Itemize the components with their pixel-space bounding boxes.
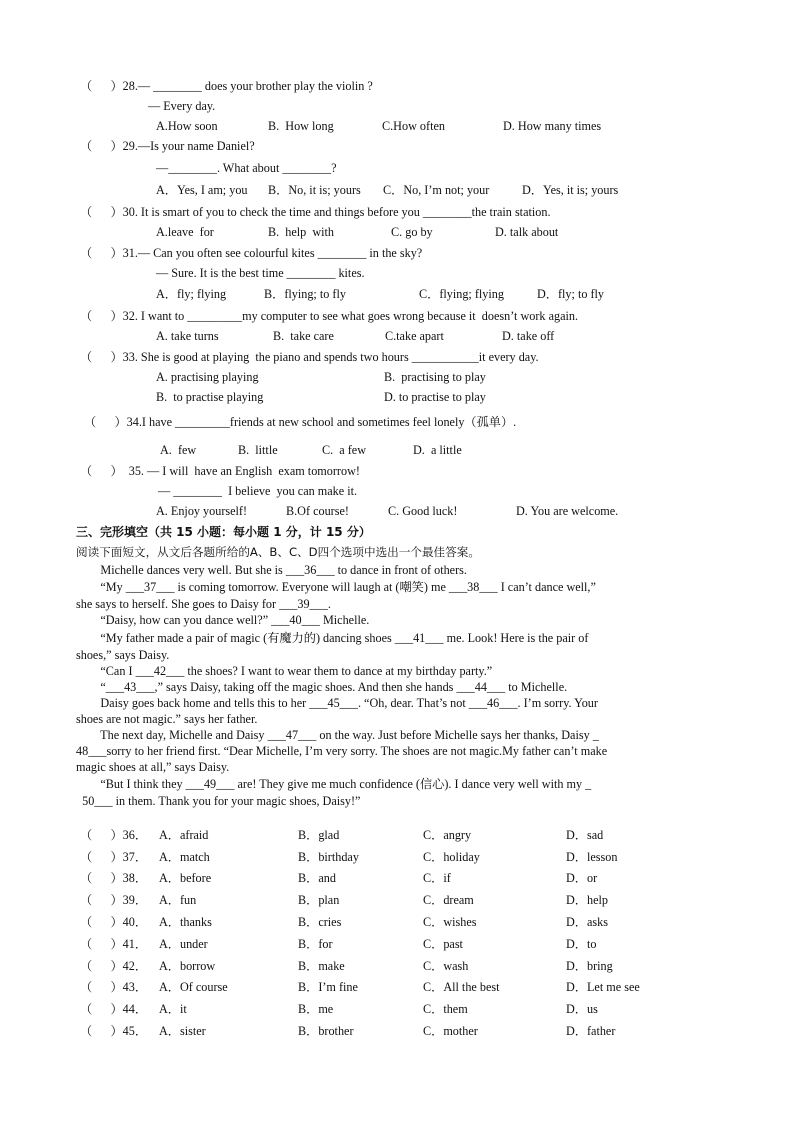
option-c: C．them [423,1002,468,1016]
option-b: B．make [298,959,345,973]
option-a: A．match [159,850,210,864]
option-a: A．thanks [159,915,212,929]
option-c: C．wash [423,959,469,973]
option-b: B．I’m fine [298,980,358,994]
option-a: A．before [159,871,212,885]
option-c: C．angry [423,828,472,842]
cloze-question-number: （ ）36． [80,828,148,842]
cloze-question-number: （ ）39． [80,893,148,907]
option-b: B. practising to play [384,370,486,384]
option-b: B．No, it is; yours [268,183,361,197]
question-stem: （ ）33. She is good at playing the piano and spends two hours ___________it every day. [80,350,539,364]
passage-line: “Daisy, how can you dance well?” ___40___ Michelle. [76,613,370,627]
option-b: B．plan [298,893,340,907]
option-a: A．Yes, I am; you [156,183,248,197]
option-a: A.How soon [156,119,218,133]
option-d: D．Yes, it is; yours [522,183,619,197]
passage-line: “My father made a pair of magic (有魔力的) dancing shoes ___41___ me. Look! Here is the pair of [76,631,589,645]
option-a: A. few [160,443,197,457]
option-d: D. take off [502,329,555,343]
option-d: D. a little [413,443,462,457]
option-d: D．father [566,1024,616,1038]
option-c: C．past [423,937,463,951]
cloze-question-number: （ ）38． [80,871,148,885]
passage-line: “Can I ___42___ the shoes? I want to wear them to dance at my birthday party.” [76,664,493,678]
passage-line: magic shoes at all,” says Daisy. [76,760,230,774]
option-b: B. take care [273,329,334,343]
option-c: C．holiday [423,850,480,864]
cloze-question-number: （ ）43． [80,980,148,994]
question-stem: （ ） 35. — I will have an English exam tomorrow! [80,464,360,478]
option-d: D. talk about [495,225,559,239]
option-b: B．for [298,937,333,951]
option-c: C．flying; flying [419,287,504,301]
question-stem: （ ）29.—Is your name Daniel? [80,139,255,153]
cloze-question-number: （ ）41． [80,937,148,951]
option-d: D．or [566,871,598,885]
passage-line: “But I think they ___49___ are! They give me much confidence (信心). I dance very well with my _ [76,777,592,791]
question-dialogue: —________. What about ________? [156,161,337,175]
option-a: A. practising playing [156,370,259,384]
option-b: B．birthday [298,850,359,864]
section-heading: 三、完形填空（共 15 小题：每小题 1 分，计 15 分） [76,525,371,539]
option-a: A．fun [159,893,197,907]
option-d: D．lesson [566,850,618,864]
passage-line: 50___ in them. Thank you for your magic shoes, Daisy!” [76,794,361,808]
option-b: B.Of course! [286,504,349,518]
option-a: A.leave for [156,225,214,239]
passage-line: Daisy goes back home and tells this to her ___45___. “Oh, dear. That’s not ___46___. I’m sorry. Your [76,696,598,710]
cloze-question-number: （ ）44． [80,1002,148,1016]
option-a: A．afraid [159,828,209,842]
option-d: D．us [566,1002,598,1016]
option-b: B. little [238,443,278,457]
option-b: B. help with [268,225,335,239]
option-a: A. take turns [156,329,219,343]
option-a: A．under [159,937,208,951]
section-instruction: 阅读下面短文，从文后各题所给的A、B、C、D四个选项中选出一个最佳答案。 [76,545,480,559]
question-stem: （ ）34.I have _________friends at new school and sometimes feel lonely（孤单）. [84,415,517,429]
passage-line: 48___sorry to her friend first. “Dear Michelle, I’m very sorry. The shoes are not magic.My father can’t make [76,744,608,758]
option-b: B．cries [298,915,342,929]
passage-line: “___43___,” says Daisy, taking off the magic shoes. And then she hands ___44___ to Michelle. [76,680,568,694]
option-c: C．wishes [423,915,477,929]
question-dialogue: — Sure. It is the best time ________ kites. [156,266,365,280]
option-b: B．flying; to fly [264,287,346,301]
option-d: D. to practise to play [384,390,486,404]
passage-line: shoes,” says Daisy. [76,648,170,662]
option-a: A．sister [159,1024,206,1038]
option-c: C．mother [423,1024,478,1038]
question-dialogue: — Every day. [148,99,216,113]
option-d: D. You are welcome. [516,504,619,518]
option-d: D．fly; to fly [537,287,605,301]
passage-line: “My ___37___ is coming tomorrow. Everyone will laugh at (嘲笑) me ___38___ I can’t dance well,” [76,580,596,594]
option-d: D．asks [566,915,608,929]
option-b: B．glad [298,828,340,842]
option-c: C．All the best [423,980,500,994]
option-d: D．sad [566,828,604,842]
option-d: D．bring [566,959,613,973]
passage-line: Michelle dances very well. But she is ___36___ to dance in front of others. [76,563,467,577]
option-a: A. Enjoy yourself! [156,504,248,518]
option-b: B．brother [298,1024,354,1038]
option-c: B. to practise playing [156,390,264,404]
option-a: A．borrow [159,959,216,973]
cloze-question-number: （ ）37． [80,850,148,864]
option-d: D．to [566,937,597,951]
option-c: C. a few [322,443,366,457]
question-stem: （ ）30. It is smart of you to check the time and things before you ________the train station. [80,205,551,219]
passage-line: she says to herself. She goes to Daisy for ___39___. [76,597,331,611]
option-d: D．help [566,893,608,907]
question-stem: （ ）28.— ________ does your brother play the violin ? [80,79,373,93]
option-c: C. Good luck! [388,504,458,518]
option-a: A．Of course [159,980,228,994]
option-d: D．Let me see [566,980,640,994]
question-stem: （ ）31.— Can you often see colourful kites ________ in the sky? [80,246,423,260]
option-d: D. How many times [503,119,602,133]
question-dialogue: — ________ I believe you can make it. [158,484,358,498]
option-b: B．me [298,1002,334,1016]
cloze-question-number: （ ）45． [80,1024,148,1038]
passage-line: shoes are not magic.” says her father. [76,712,258,726]
cloze-question-number: （ ）42． [80,959,148,973]
option-b: B. How long [268,119,334,133]
option-c: C．if [423,871,451,885]
option-c: C.How often [382,119,445,133]
question-stem: （ ）32. I want to _________my computer to see what goes wrong because it doesn’t work again. [80,309,579,323]
cloze-question-number: （ ）40． [80,915,148,929]
option-a: A．it [159,1002,187,1016]
passage-line: The next day, Michelle and Daisy ___47___ on the way. Just before Michelle says her thanks, Daisy _ [76,728,599,742]
option-c: C．dream [423,893,474,907]
option-a: A．fly; flying [156,287,227,301]
option-c: C．No, I’m not; your [383,183,490,197]
option-c: C. go by [391,225,433,239]
option-c: C.take apart [385,329,444,343]
option-b: B．and [298,871,336,885]
